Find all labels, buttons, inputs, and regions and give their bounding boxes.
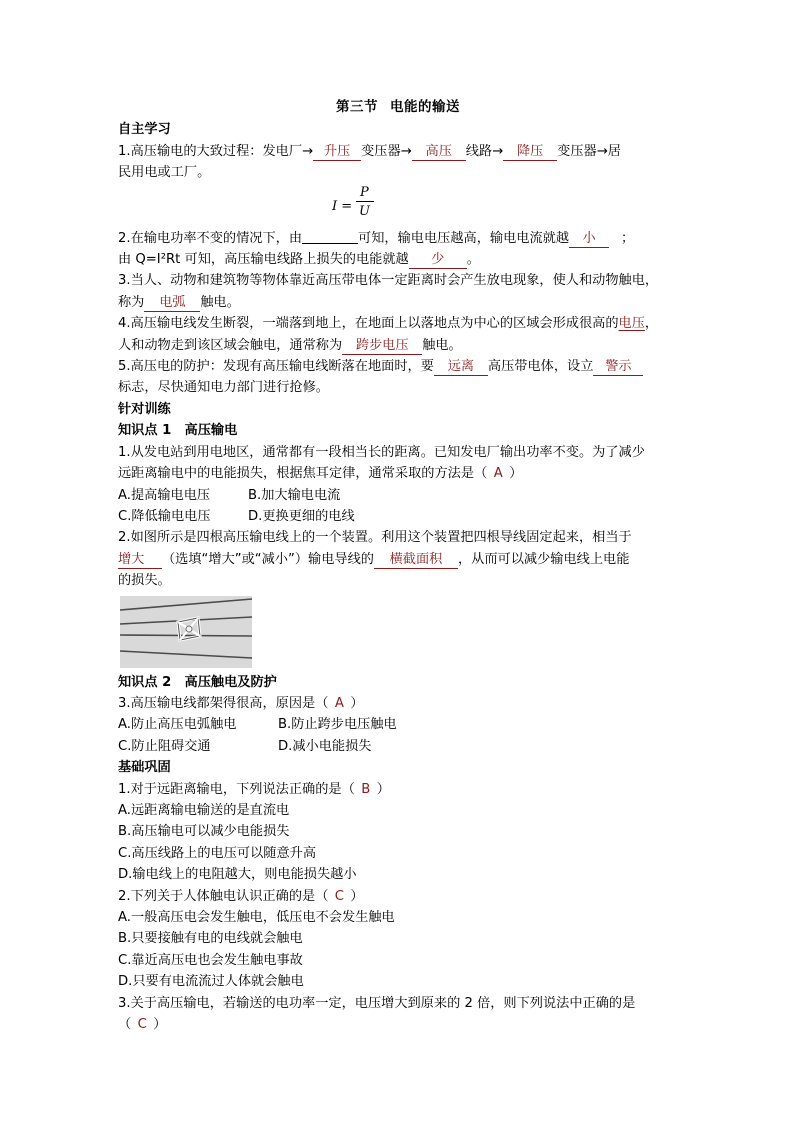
- blank-arc: 电弧: [144, 294, 200, 312]
- self-q2-line2: 由 Q=I²Rt 可知，高压输电线路上损失的电能就越 少 。: [118, 252, 480, 268]
- kp2-q3-line1: 3.高压输电线都架得很高，原因是（ A ）: [118, 693, 678, 714]
- kp1-q1-options-row1: [118, 485, 678, 506]
- kp1-q2-line1: 2.如图所示是四根高压输电线上的一个装置。利用这个装置把四根导线固定起来，相当于: [118, 530, 632, 546]
- option-c: C.高压线路上的电压可以随意升高: [118, 845, 317, 861]
- option-c: C.降低输电电压: [118, 508, 211, 524]
- option-d: D.减小电能损失: [278, 738, 372, 754]
- kp2-q3-options-row2: [118, 736, 678, 757]
- blank-step-down: 降压: [503, 143, 557, 161]
- answer-choice: A: [334, 695, 344, 711]
- self-q1-line2: 民用电或工厂。: [118, 165, 211, 181]
- self-q1-line1: 1.高压输电的大致过程：发电厂→ 升压 变压器→ 高压 线路→ 降压 变压器→居: [118, 143, 621, 159]
- kp2-q3-options-row1: [118, 714, 678, 735]
- heading-self-study: 自主学习: [118, 122, 171, 138]
- option-a: A.防止高压电弧触电: [118, 717, 237, 733]
- title-topic: 电能的输送: [390, 99, 460, 115]
- formula-underline: [302, 232, 358, 244]
- option-b: B.只要接触有电的电线就会触电: [118, 931, 303, 947]
- cons-q2-line1: 2.下列关于人体触电认识正确的是（ C ）: [118, 886, 678, 907]
- option-b: B.防止跨步电压触电: [278, 717, 397, 733]
- blank-step-up: 升压: [313, 143, 361, 161]
- answer-choice: A: [493, 466, 503, 482]
- cons-q1-line1: 1.对于远距离输电，下列说法正确的是（ B ）: [118, 779, 678, 800]
- option-c: C.靠近高压电也会发生触电事故: [118, 952, 303, 968]
- option-b: B.加大输电电流: [248, 487, 341, 503]
- self-q5-line2: 标志，尽快通知电力部门进行抢修。: [118, 380, 329, 396]
- cons-q3-line1: 3.关于高压输电，若输送的电功率一定，电压增大到原来的 2 倍，则下列说法中正确的是: [118, 995, 636, 1011]
- blank-increase: 增大: [118, 551, 162, 569]
- formula-row: I = P U: [118, 184, 678, 228]
- kp1-q1-options-row2: [118, 506, 678, 527]
- option-c: C.防止阻碍交通: [118, 738, 211, 754]
- heading-kp2: 知识点 2 高压触电及防护: [118, 674, 277, 690]
- option-a: A.远距离输电输送的是直流电: [118, 802, 290, 818]
- option-d: D.只要有电流流过人体就会触电: [118, 974, 304, 990]
- kp1-q1-line2: 远距离输电中的电能损失，根据焦耳定律，通常采取的方法是（ A ）: [118, 463, 678, 484]
- blank-less: 少: [409, 251, 467, 269]
- option-d: D.输电线上的电阻越大，则电能损失越小: [118, 867, 357, 883]
- option-b: B.高压输电可以减少电能损失: [118, 824, 290, 840]
- title-section: 第三节: [336, 99, 378, 115]
- option-d: D.更换更细的电线: [248, 508, 355, 524]
- self-q3-line1: 3.当人、动物和建筑物等物体靠近高压带电体一定距离时会产生放电现象，使人和动物触电，: [118, 273, 659, 289]
- self-q4-line1: 4.高压输电线发生断裂，一端落到地上，在地面上以落地点为中心的区域会形成很高的电压，: [118, 316, 659, 332]
- heading-kp1: 知识点 1 高压输电: [118, 423, 238, 439]
- blank-cross-section: 横截面积: [374, 551, 458, 569]
- blank-stay-away: 远离: [434, 358, 488, 376]
- page-title: [118, 97, 678, 118]
- power-line-spacer-photo: [120, 596, 252, 668]
- blank-high-voltage: 高压: [412, 143, 466, 161]
- option-a: A.一般高压电会发生触电，低压电不会发生触电: [118, 910, 395, 925]
- kp1-q1-line1: 1.从发电站到用电地区，通常都有一段相当长的距离。已知发电厂输出功率不变。为了减少: [118, 444, 645, 460]
- answer-voltage: 电压: [618, 316, 645, 332]
- answer-choice: C: [334, 888, 345, 904]
- self-q2-line1: 2.在输电功率不变的情况下，由 可知，输电电压越高，输电电流就越 小 ；: [118, 230, 635, 246]
- heading-training: 针对训练: [118, 401, 171, 417]
- kp1-q2-line3: 的损失。: [118, 573, 171, 589]
- answer-choice: B: [361, 781, 371, 797]
- power-wire-3: [120, 635, 252, 636]
- worksheet-content: [118, 97, 678, 1035]
- option-a: A.提高输电电压: [118, 487, 211, 503]
- self-q4-line2: 人和动物走到该区域会触电，通常称为 跨步电压 触电。: [118, 337, 462, 353]
- blank-step-voltage: 跨步电压: [342, 337, 422, 355]
- self-q3-line2: 称为 电弧 触电。: [118, 294, 240, 310]
- heading-consolidation: 基础巩固: [118, 760, 171, 776]
- kp1-q2-line2: 增大 （选填“增大”或“减小”）输电导线的 横截面积 ，从而可以减少输电线上电能: [118, 551, 630, 567]
- answer-choice: C: [137, 1017, 147, 1033]
- blank-warning: 警示: [593, 358, 643, 376]
- blank-smaller: 小: [569, 230, 609, 248]
- self-q5-line1: 5.高压电的防护：发现有高压输电线断落在地面时，要 远离 高压带电体，设立 警示: [118, 356, 678, 377]
- cons-q3-line2: （ C ）: [118, 1014, 678, 1035]
